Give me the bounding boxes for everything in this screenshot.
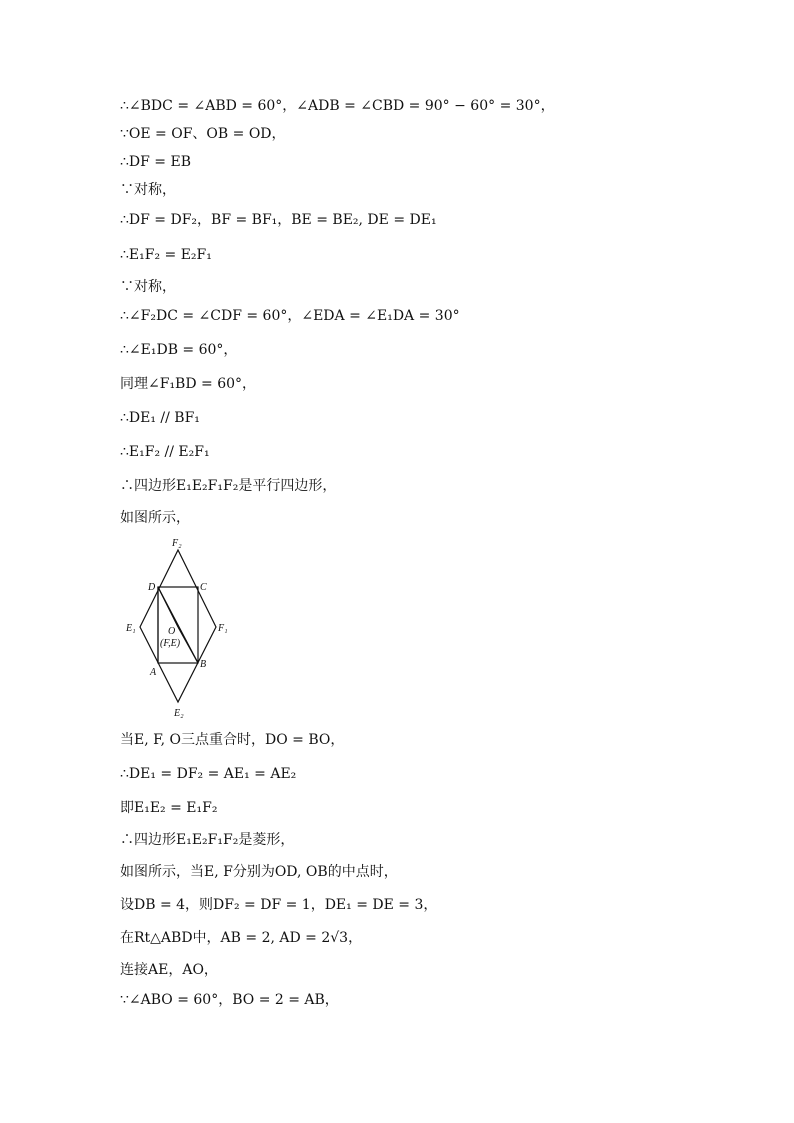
text-line-13: ∴四边形E₁E₂F₁F₂是平行四边形， (120, 478, 337, 494)
text-line-23: ∵∠ABO = 60°，BO = 2 = AB， (120, 992, 339, 1008)
text-line-9: ∴∠E₁DB = 60°， (120, 342, 238, 358)
text-line-6: ∴E₁F₂ = E₂F₁ (120, 247, 212, 263)
label-f1: F₁ (218, 623, 228, 634)
text-line-15: 当E, F, O三点重合时，DO = BO， (120, 732, 345, 748)
label-e2: E₂ (174, 708, 184, 719)
text-line-2: ∵OE = OF、OB = OD， (120, 126, 286, 142)
label-c: C (200, 582, 207, 593)
text-line-7: ∵对称， (120, 279, 176, 295)
text-line-8: ∴∠F₂DC = ∠CDF = 60°，∠EDA = ∠E₁DA = 30° (120, 308, 460, 324)
text-line-20: 设DB = 4，则DF₂ = DF = 1，DE₁ = DE = 3， (120, 897, 438, 913)
text-line-5: ∴DF = DF₂，BF = BF₁，BE = BE₂, DE = DE₁ (120, 212, 437, 228)
label-a: A (150, 667, 157, 678)
text-line-14: 如图所示， (120, 510, 190, 526)
label-e1: E₁ (126, 623, 136, 634)
text-line-1: ∴∠BDC = ∠ABD = 60°，∠ADB = ∠CBD = 90° − 60° = 30°， (120, 98, 555, 114)
label-f2: F₂ (172, 538, 182, 549)
text-line-17: 即E₁E₂ = E₁F₂ (120, 800, 218, 816)
label-fe: (F,E) (160, 638, 181, 649)
label-o: O (168, 626, 176, 637)
text-line-4: ∵对称， (120, 182, 176, 198)
text-line-3: ∴DF = EB (120, 154, 191, 170)
text-line-10: 同理∠F₁BD = 60°， (120, 376, 257, 392)
rhombus-figure (120, 530, 240, 730)
text-line-18: ∴四边形E₁E₂F₁F₂是菱形， (120, 832, 295, 848)
label-b: B (200, 659, 207, 670)
text-line-22: 连接AE，AO， (120, 962, 218, 978)
text-line-19: 如图所示，当E, F分别为OD, OB的中点时， (120, 864, 398, 880)
segment-b-o (178, 627, 198, 663)
segment-d-o (158, 587, 178, 627)
text-line-11: ∴DE₁ // BF₁ (120, 410, 200, 426)
text-line-21: 在Rt△ABD中，AB = 2, AD = 2√3， (120, 930, 363, 946)
text-line-16: ∴DE₁ = DF₂ = AE₁ = AE₂ (120, 766, 297, 782)
text-line-12: ∴E₁F₂ // E₂F₁ (120, 444, 210, 460)
geometry-diagram (120, 530, 240, 730)
label-d: D (148, 582, 156, 593)
